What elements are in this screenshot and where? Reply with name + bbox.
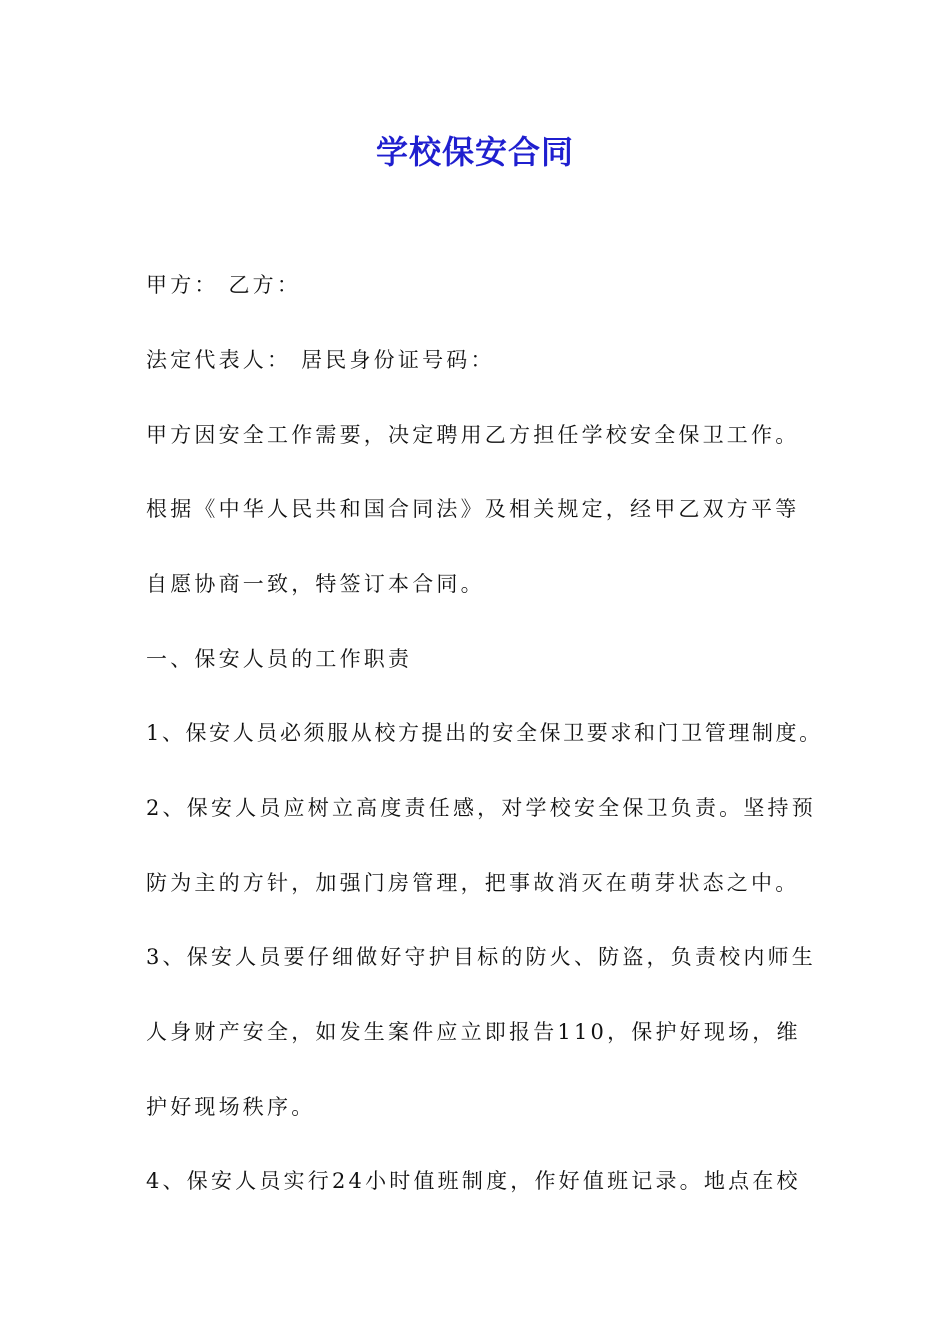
paragraph-line: 根据《中华人民共和国合同法》及相关规定，经甲乙双方平等 bbox=[146, 497, 800, 521]
paragraph-line: 甲方因安全工作需要，决定聘用乙方担任学校安全保卫工作。 bbox=[146, 423, 800, 447]
clause-line: 人身财产安全，如发生案件应立即报告110，保护好现场，维 bbox=[146, 1020, 801, 1044]
paragraph-line: 自愿协商一致，特签订本合同。 bbox=[146, 572, 485, 596]
party-line: 甲方： 乙方： bbox=[146, 273, 302, 297]
section-heading: 一、保安人员的工作职责 bbox=[146, 647, 413, 671]
clause-line: 护好现场秩序。 bbox=[146, 1095, 316, 1119]
clause-line: 防为主的方针，加强门房管理，把事故消灭在萌芽状态之中。 bbox=[146, 871, 800, 895]
representative-line: 法定代表人： 居民身份证号码： bbox=[146, 348, 495, 372]
clause-line: 1、保安人员必须服从校方提出的安全保卫要求和门卫管理制度。 bbox=[146, 721, 823, 745]
clause-line: 2、保安人员应树立高度责任感，对学校安全保卫负责。坚持预 bbox=[146, 796, 816, 820]
document-title: 学校保安合同 bbox=[375, 133, 574, 171]
clause-line: 4、保安人员实行24小时值班制度，作好值班记录。地点在校 bbox=[146, 1169, 801, 1193]
clause-line: 3、保安人员要仔细做好守护目标的防火、防盗，负责校内师生 bbox=[146, 945, 816, 969]
